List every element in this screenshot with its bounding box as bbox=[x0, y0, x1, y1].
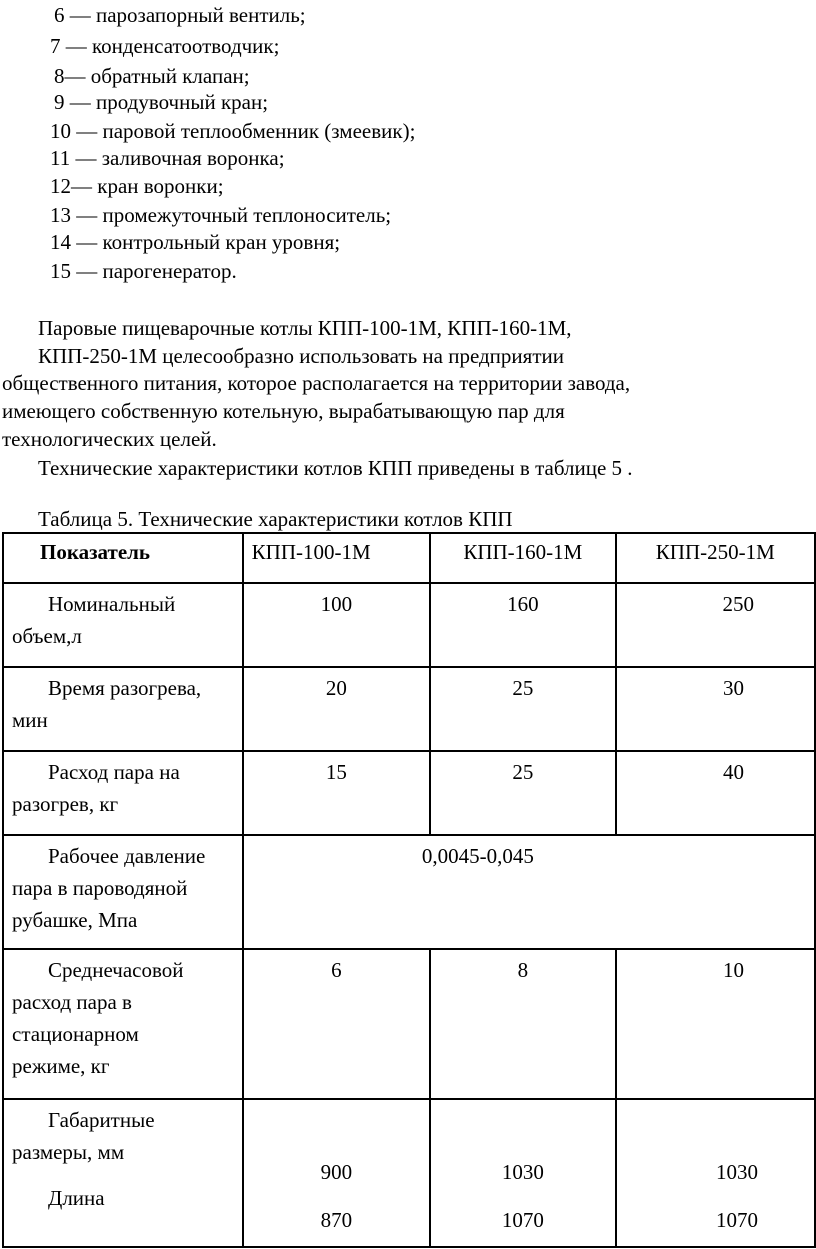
value-cell bbox=[243, 1099, 430, 1247]
table-caption: Таблица 5. Технические характеристики котлов КПП bbox=[38, 507, 513, 531]
paragraph-line: Паровые пищеварочные котлы КПП-100-1М, КПП-160-1М, bbox=[38, 316, 572, 340]
legend-text: — контрольный кран уровня; bbox=[76, 230, 341, 254]
label-line: объем,л bbox=[12, 624, 82, 648]
value-cell bbox=[616, 1099, 815, 1247]
label-line: Расход пара на bbox=[48, 760, 180, 784]
legend-item bbox=[54, 2, 306, 28]
value-text: 40 bbox=[723, 760, 744, 784]
legend-num: 6 bbox=[54, 3, 65, 27]
value-text: 10 bbox=[723, 958, 744, 982]
table-row bbox=[3, 949, 815, 1099]
paragraph-line: имеющего собственную котельную, вырабатывающую пар для bbox=[2, 399, 565, 423]
table-header-row bbox=[3, 533, 815, 583]
label-line: Рабочее давление bbox=[48, 844, 206, 868]
paragraph-line: КПП-250-1М целесообразно использовать на предприятии bbox=[38, 344, 564, 368]
label-line: Время разогрева, bbox=[48, 676, 202, 700]
value-text: 15 bbox=[325, 760, 347, 784]
row-label-cell bbox=[3, 835, 243, 949]
legend-num: 7 bbox=[50, 34, 61, 58]
value-text: 1070 bbox=[501, 1208, 544, 1232]
table-row bbox=[3, 835, 815, 949]
header-cell bbox=[616, 533, 815, 583]
label-line: Среднечасовой bbox=[48, 958, 184, 982]
row-label-cell bbox=[3, 1099, 243, 1247]
legend-num: 11 bbox=[50, 146, 71, 170]
label-line: разогрев, кг bbox=[12, 792, 119, 816]
merged-value-cell bbox=[243, 835, 815, 949]
value-text: 30 bbox=[723, 676, 744, 700]
legend-num: 8 bbox=[54, 64, 65, 88]
legend-item bbox=[50, 258, 237, 284]
value-text: 100 bbox=[320, 592, 353, 616]
header-cell bbox=[243, 533, 430, 583]
row-label-cell bbox=[3, 583, 243, 667]
table-row bbox=[3, 583, 815, 667]
value-text: 900 bbox=[320, 1160, 353, 1184]
value-cell bbox=[430, 667, 615, 751]
legend-text: — парозапорный вентиль; bbox=[69, 3, 306, 27]
value-cell bbox=[616, 751, 815, 835]
label-line: стационарном bbox=[12, 1022, 139, 1046]
header-text: КПП-100-1М bbox=[251, 540, 371, 564]
paragraph-line: общественного питания, которое располагается на территории завода, bbox=[2, 371, 631, 395]
label-line: Длина bbox=[48, 1186, 105, 1210]
legend-text: — паровой теплообменник (змеевик); bbox=[76, 119, 416, 143]
legend-item bbox=[50, 173, 224, 199]
value-cell bbox=[616, 667, 815, 751]
value-text: 6 bbox=[331, 958, 342, 982]
value-cell bbox=[616, 949, 815, 1099]
value-cell bbox=[616, 583, 815, 667]
legend-text: — обратный клапан; bbox=[64, 64, 250, 88]
label-line: размеры, мм bbox=[12, 1140, 125, 1164]
legend-num: 15 bbox=[50, 259, 71, 283]
header-text: КПП-160-1М bbox=[463, 540, 583, 564]
value-text: 25 bbox=[512, 676, 534, 700]
label-line: пара в пароводяной bbox=[12, 876, 188, 900]
value-text: 0,0045-0,045 bbox=[421, 844, 534, 868]
value-cell bbox=[430, 1099, 615, 1247]
legend-item bbox=[54, 63, 250, 89]
header-cell bbox=[430, 533, 615, 583]
value-text: 870 bbox=[320, 1208, 353, 1232]
legend-text: — кран воронки; bbox=[71, 174, 224, 198]
legend-item bbox=[50, 202, 391, 228]
value-cell bbox=[430, 949, 615, 1099]
label-line: Габаритные bbox=[48, 1108, 155, 1132]
row-label-cell bbox=[3, 949, 243, 1099]
header-text: Показатель bbox=[40, 540, 151, 564]
legend-text: — заливочная воронка; bbox=[75, 146, 285, 170]
value-cell bbox=[243, 667, 430, 751]
legend-text: — промежуточный теплоноситель; bbox=[76, 203, 392, 227]
label-line: Номинальный bbox=[48, 592, 176, 616]
legend-item bbox=[50, 229, 340, 255]
value-text: 25 bbox=[512, 760, 534, 784]
legend-item bbox=[50, 145, 285, 171]
legend-text: — парогенератор. bbox=[76, 259, 237, 283]
table-row bbox=[3, 751, 815, 835]
legend-num: 9 bbox=[54, 90, 65, 114]
value-text: 1030 bbox=[716, 1160, 758, 1184]
value-text: 1030 bbox=[501, 1160, 544, 1184]
value-text: 20 bbox=[325, 676, 347, 700]
table-row bbox=[3, 1099, 815, 1247]
legend-text: — продувочный кран; bbox=[69, 90, 269, 114]
value-cell bbox=[243, 751, 430, 835]
spec-table bbox=[2, 532, 816, 1248]
value-cell bbox=[243, 949, 430, 1099]
value-text: 1070 bbox=[716, 1208, 758, 1232]
row-label-cell bbox=[3, 667, 243, 751]
value-cell bbox=[243, 583, 430, 667]
value-text: 250 bbox=[722, 592, 754, 616]
value-cell bbox=[430, 583, 615, 667]
legend-item bbox=[50, 33, 279, 59]
row-label-cell bbox=[3, 751, 243, 835]
value-text: 160 bbox=[507, 592, 539, 616]
label-line: режиме, кг bbox=[12, 1054, 110, 1078]
label-line: расход пара в bbox=[12, 990, 132, 1014]
label-line: рубашке, Мпа bbox=[12, 908, 138, 932]
header-cell bbox=[3, 533, 243, 583]
value-cell bbox=[430, 751, 615, 835]
paragraph-line: технологических целей. bbox=[2, 427, 217, 451]
legend-num: 10 bbox=[50, 119, 71, 143]
label-line: мин bbox=[12, 708, 48, 732]
legend-num: 14 bbox=[50, 230, 71, 254]
legend-num: 13 bbox=[50, 203, 71, 227]
table-reference-paragraph: Технические характеристики котлов КПП приведены в таблице 5 . bbox=[38, 456, 633, 480]
table-row bbox=[3, 667, 815, 751]
header-text: КПП-250-1М bbox=[655, 540, 775, 564]
legend-item bbox=[54, 89, 268, 115]
legend-text: — конденсатоотводчик; bbox=[65, 34, 280, 58]
value-text: 8 bbox=[517, 958, 529, 982]
legend-item bbox=[50, 118, 415, 144]
legend-num: 12 bbox=[50, 174, 71, 198]
